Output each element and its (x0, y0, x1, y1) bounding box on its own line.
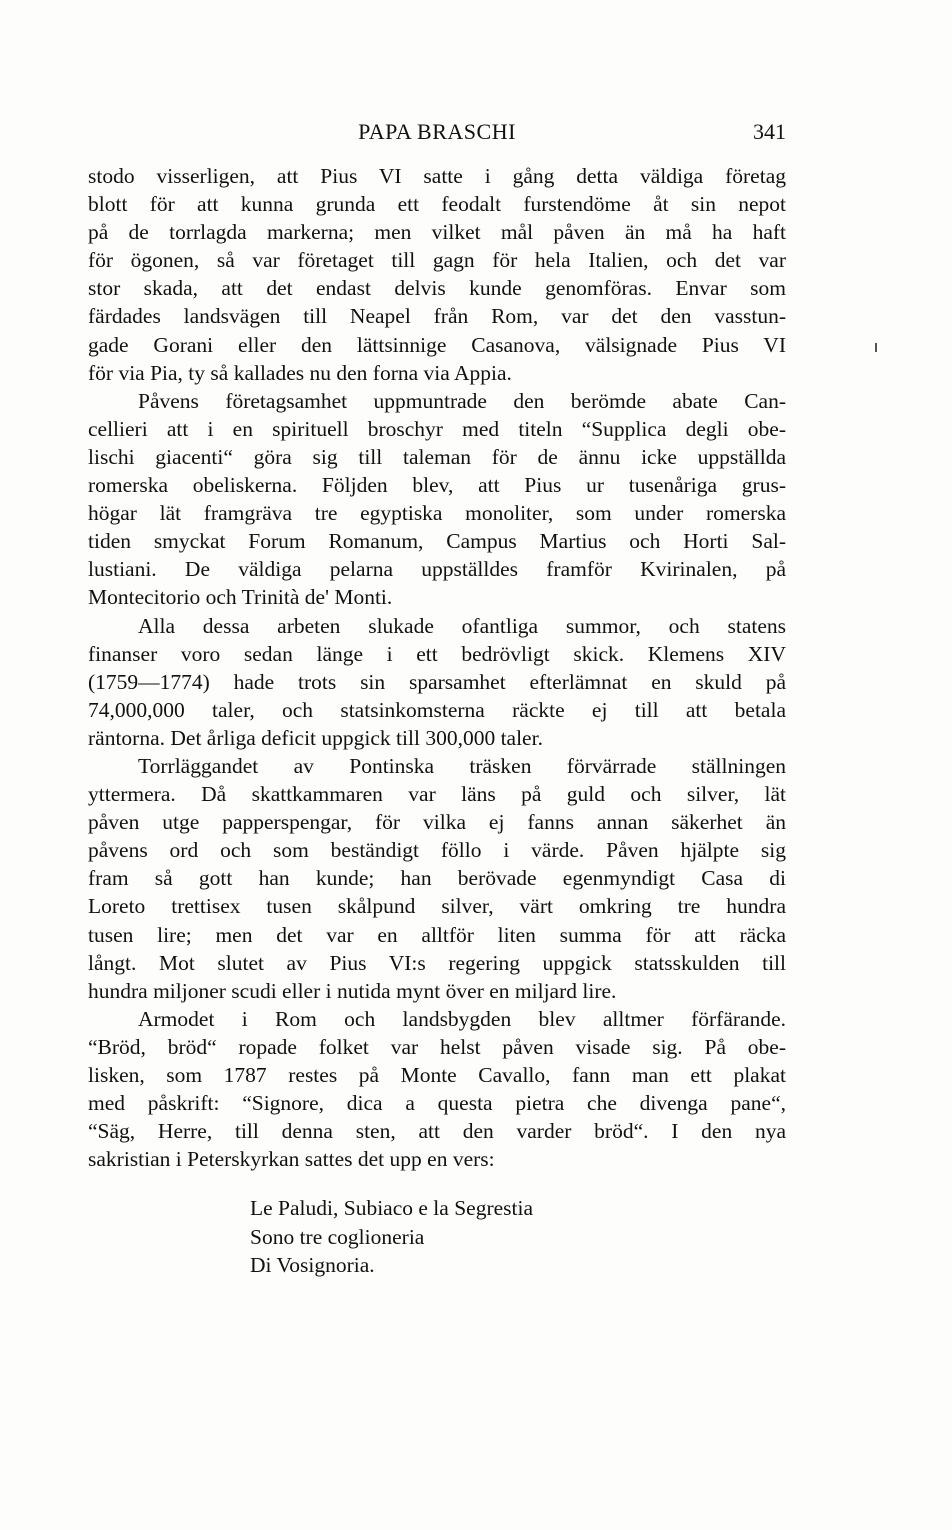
text-line: Montecitorio och Trinità de' Monti. (88, 585, 393, 610)
text-line: blott för att kunna grunda ett feodalt furstendöme åt sin nepot (88, 192, 786, 217)
text-line: påvens ord och som beständigt föllo i värde. Påven hjälpte sig (88, 838, 786, 863)
text-line: sakristian i Peterskyrkan sattes det upp en vers: (88, 1147, 495, 1172)
text-line: på de torrlagda markerna; men vilket mål påven än må ha haft (88, 220, 786, 245)
margin-mark (875, 343, 877, 352)
verse-line: Le Paludi, Subiaco e la Segrestia (250, 1196, 534, 1220)
text-line: stor skada, att det endast delvis kunde genomföras. Envar som (88, 276, 786, 301)
body-text (88, 162, 786, 1173)
text-line: (1759—1774) hade trots sin sparsamhet efterlämnat en skuld på (88, 669, 786, 694)
text-line: lustiani. De väldiga pelarna uppställdes framför Kvirinalen, på (88, 557, 786, 582)
text-line: färdades landsvägen till Neapel från Rom, var det den vasstun- (88, 304, 786, 329)
text-line: stodo visserligen, att Pius VI satte i gång detta väldiga företag (88, 164, 786, 188)
text-line: långt. Mot slutet av Pius VI:s regering uppgick statsskulden till (88, 950, 786, 975)
text-line: gade Gorani eller den lättsinnige Casanova, välsignade Pius VI (88, 332, 786, 357)
text-line: “Bröd, bröd“ ropade folket var helst påven visade sig. På obe- (88, 1034, 786, 1059)
text-line: lisken, som 1787 restes på Monte Cavallo, fann man ett plakat (88, 1063, 786, 1087)
verse-quote (250, 1194, 670, 1280)
page-number: 341 (753, 119, 786, 144)
text-line: tiden smyckat Forum Romanum, Campus Martius och Horti Sal- (88, 529, 786, 554)
text-line: för ögonen, så var företaget till gagn för hela Italien, och det var (88, 248, 786, 273)
text-line: “Säg, Herre, till denna sten, att den varder bröd“. I den nya (88, 1119, 786, 1144)
text-line: finanser voro sedan länge i ett bedrövligt skick. Klemens XIV (88, 641, 786, 666)
text-line: romerska obeliskerna. Följden blev, att Pius ur tusenåriga grus- (88, 473, 786, 498)
text-line: hundra miljoner scudi eller i nutida mynt över en miljard lire. (88, 978, 617, 1003)
text-line: Torrläggandet av Pontinska träsken förvärrade ställningen (138, 753, 786, 778)
running-title: PAPA BRASCHI (358, 119, 516, 144)
text-line: högar lät framgräva tre egyptiska monoliter, som under romerska (88, 501, 786, 526)
text-line: Loreto trettisex tusen skålpund silver, värt omkring tre hundra (88, 894, 786, 919)
text-line: Armodet i Rom och landsbygden blev alltmer förfärande. (138, 1006, 786, 1031)
text-line: yttermera. Då skattkammaren var läns på guld och silver, lät (88, 782, 786, 807)
page-header (88, 119, 786, 153)
text-line: fram så gott han kunde; han berövade egenmyndigt Casa di (88, 866, 786, 891)
text-line: lischi giacenti“ göra sig till taleman för de ännu icke uppställda (88, 444, 786, 469)
text-line: med påskrift: “Signore, dica a questa pietra che divenga pane“, (88, 1091, 786, 1116)
text-line: cellieri att i en spirituell broschyr med titeln “Supplica degli obe- (88, 416, 786, 441)
verse-line: Di Vosignoria. (250, 1253, 375, 1277)
verse-line: Sono tre coglioneria (250, 1224, 425, 1249)
text-line: tusen lire; men det var en alltför liten summa för att räcka (88, 922, 786, 947)
text-line: för via Pia, ty så kallades nu den forna via Appia. (88, 360, 512, 385)
text-line: 74,000,000 taler, och statsinkomsterna räckte ej till att betala (88, 697, 786, 722)
text-line: räntorna. Det årliga deficit uppgick till 300,000 taler. (88, 725, 543, 750)
text-line: Alla dessa arbeten slukade ofantliga summor, och statens (138, 613, 786, 638)
text-line: Påvens företagsamhet uppmuntrade den berömde abate Can- (138, 388, 786, 413)
text-line: påven utge papperspengar, för vilka ej fanns annan säkerhet än (88, 810, 786, 835)
